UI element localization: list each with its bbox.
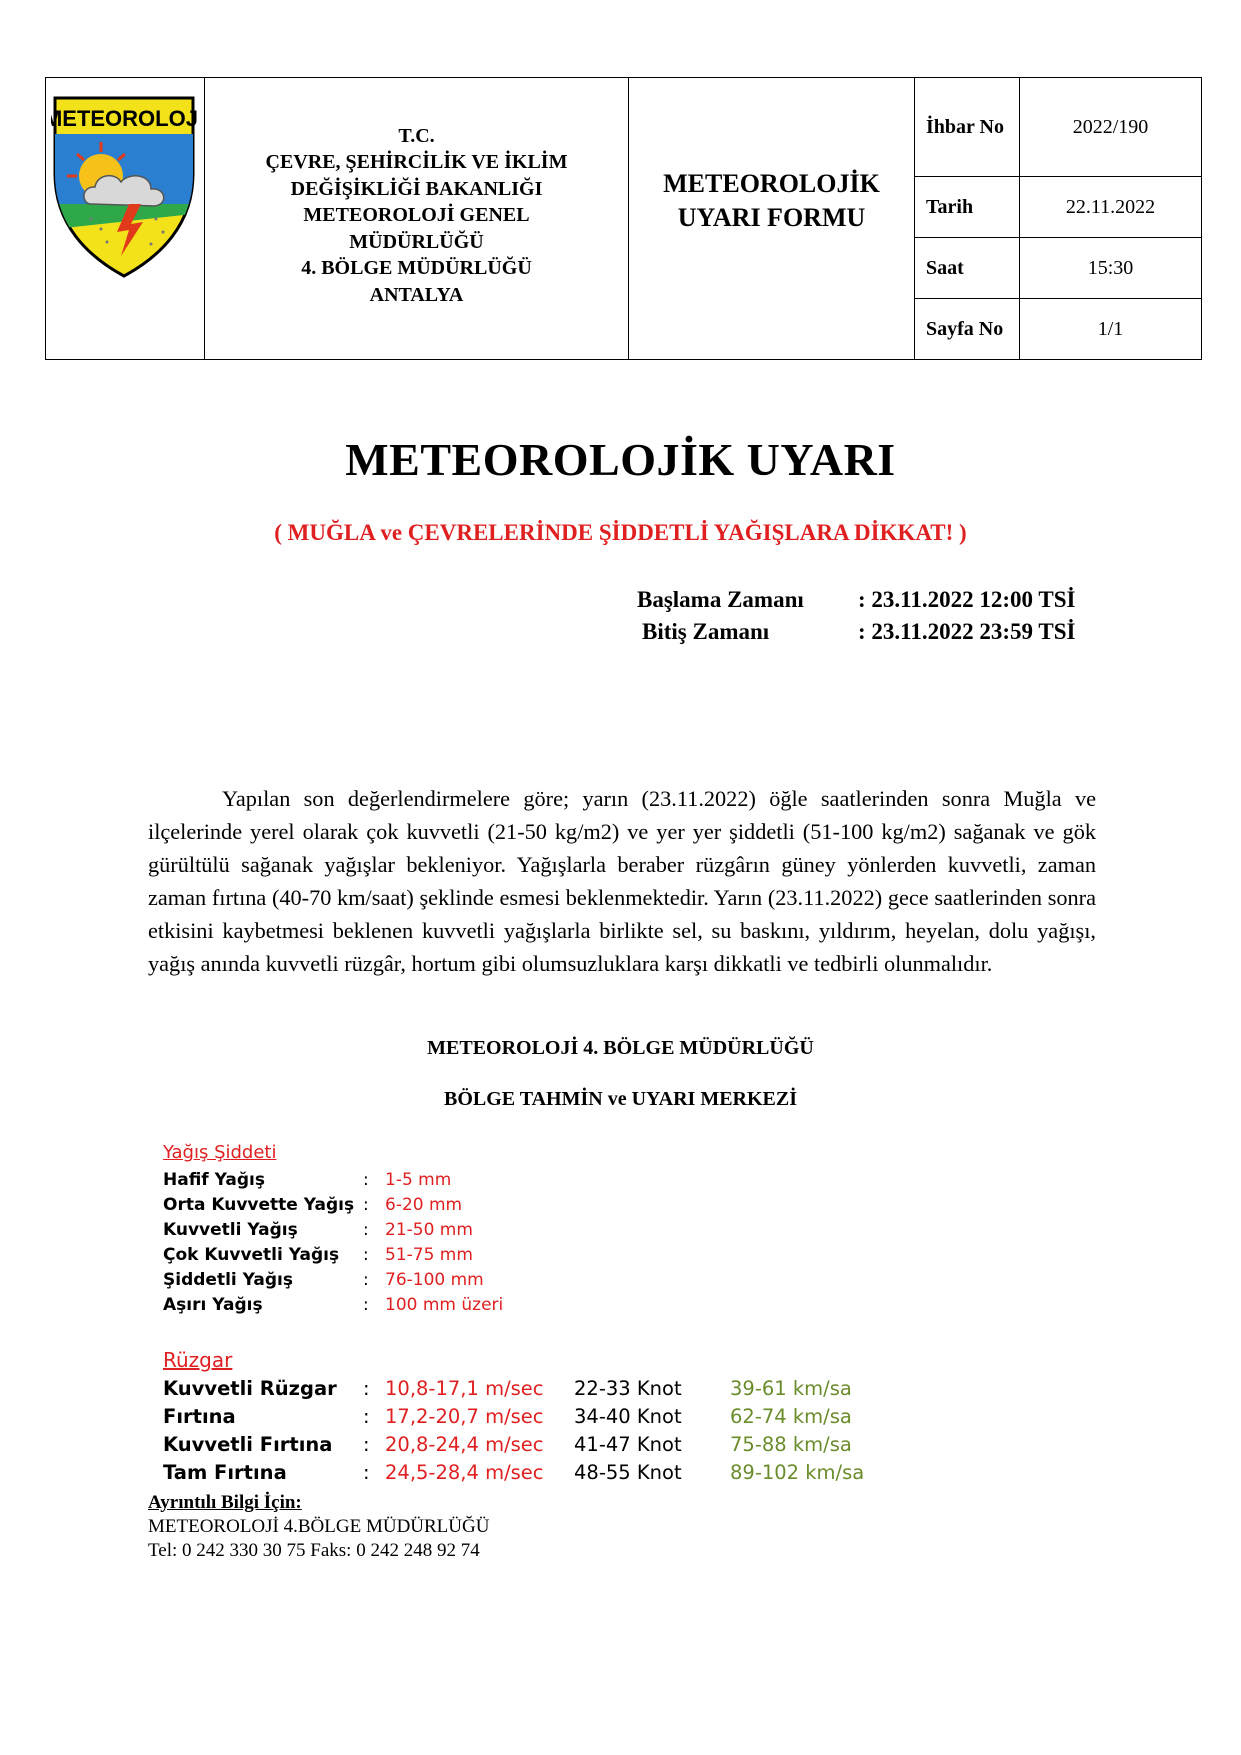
meta-label: Saat (915, 238, 1020, 298)
wind-speed-knot: 48-55 Knot (574, 1461, 682, 1484)
wind-speed-kmh: 89-102 km/sa (730, 1461, 865, 1484)
separator-colon: : (363, 1245, 369, 1265)
issuer-center: BÖLGE TAHMİN ve UYARI MERKEZİ (443, 1088, 797, 1110)
meta-value: 1/1 (1097, 317, 1124, 340)
form-title-line: UYARI FORMU (677, 202, 866, 232)
rain-amount: 100 mm üzeri (385, 1295, 504, 1315)
separator-colon: : (363, 1405, 370, 1428)
rain-amount: 51-75 mm (385, 1245, 473, 1265)
end-time-label: Bitiş Zamanı (642, 619, 770, 644)
wind-speed-ms: 20,8-24,4 m/sec (385, 1433, 544, 1456)
start-time-label: Başlama Zamanı (637, 587, 804, 612)
meta-value: 15:30 (1087, 256, 1134, 279)
wind-legend-title: Rüzgar (163, 1348, 233, 1372)
wind-speed-ms: 17,2-20,7 m/sec (385, 1405, 544, 1428)
form-header-table (45, 77, 1202, 360)
end-time-value: : 23.11.2022 23:59 TSİ (858, 619, 1076, 644)
meta-row-tarih (915, 177, 1201, 238)
rain-amount: 21-50 mm (385, 1220, 473, 1240)
form-title-line: METEOROLOJİK (663, 168, 880, 198)
separator-colon: : (363, 1377, 370, 1400)
contact-office: METEOROLOJİ 4.BÖLGE MÜDÜRLÜĞÜ (148, 1516, 490, 1537)
wind-category: Tam Fırtına (163, 1461, 287, 1484)
warning-body-text: Yapılan son değerlendirmelere göre; yarın (23.11.2022) öğle saatlerinden sonra Muğla ve ilçelerinde yerel olarak çok kuvvetli (21-50 kg/m2) ve yer yer şiddetli (51-100 kg/m2) sağanak ve gök gürültülü sağanak yağışlar bekleniyor. Yağışlarla beraber rüzgârın güney yönlerden kuvvetli, zaman zaman fırtına (40-70 km/saat) şeklinde esmesi beklenmektedir. Yarın (23.11.2022) gece saatlerinden sonra etkisini kaybetmesi beklenen kuvvetli yağışlarla birlikte sel, su baskını, yıldırım, heyelan, dolu yağışı, yağış anında kuvvetli rüzgâr, hortum gibi olumsuzluklara karşı dikkatli ve tedbirli olunmalıdır. (148, 786, 1096, 976)
ministry-line: ÇEVRE, ŞEHİRCİLİK VE İKLİM (265, 151, 568, 174)
rain-amount: 6-20 mm (385, 1195, 463, 1215)
meta-label: Tarih (915, 177, 1020, 237)
issuer-office: METEOROLOJİ 4. BÖLGE MÜDÜRLÜĞÜ (427, 1037, 814, 1059)
meta-label: Sayfa No (915, 299, 1020, 359)
meta-row-saat (915, 238, 1201, 299)
wind-speed-knot: 22-33 Knot (574, 1377, 682, 1400)
ministry-line: METEOROLOJİ GENEL (303, 204, 530, 227)
wind-speed-kmh: 39-61 km/sa (730, 1377, 852, 1400)
separator-colon: : (363, 1461, 370, 1484)
start-time-value: : 23.11.2022 12:00 TSİ (858, 587, 1076, 612)
rain-category: Kuvvetli Yağış (163, 1220, 298, 1240)
wind-category: Kuvvetli Rüzgar (163, 1377, 337, 1400)
wind-speed-ms: 10,8-17,1 m/sec (385, 1377, 544, 1400)
separator-colon: : (363, 1220, 369, 1240)
wind-category: Fırtına (163, 1405, 236, 1428)
separator-colon: : (363, 1170, 369, 1190)
document-title: METEOROLOJİK UYARI (345, 434, 896, 485)
rain-amount: 76-100 mm (385, 1270, 484, 1290)
rain-category: Aşırı Yağış (163, 1295, 263, 1315)
ministry-cell (205, 78, 629, 359)
ministry-line: ANTALYA (369, 283, 464, 306)
meta-cell (915, 78, 1201, 359)
meteoroloji-logo-icon (51, 94, 197, 280)
wind-speed-kmh: 75-88 km/sa (730, 1433, 852, 1456)
ministry-name (266, 123, 568, 309)
form-title (663, 167, 880, 235)
wind-speed-ms: 24,5-28,4 m/sec (385, 1461, 544, 1484)
meta-label: İhbar No (915, 78, 1020, 176)
ministry-line: MÜDÜRLÜĞÜ (349, 230, 484, 253)
meta-value: 22.11.2022 (1065, 195, 1156, 218)
rain-category: Hafif Yağış (163, 1170, 265, 1190)
rain-category: Çok Kuvvetli Yağış (163, 1245, 340, 1265)
rain-legend-title: Yağış Şiddeti (163, 1142, 277, 1163)
warning-subtitle: ( MUĞLA ve ÇEVRELERİNDE ŞİDDETLİ YAĞIŞLARA DİKKAT! ) (274, 520, 967, 545)
rain-category: Şiddetli Yağış (163, 1270, 293, 1290)
ministry-line: DEĞİŞİKLİĞİ BAKANLIĞI (290, 177, 543, 200)
rain-category: Orta Kuvvette Yağış (163, 1195, 355, 1215)
separator-colon: : (363, 1295, 369, 1315)
wind-speed-kmh: 62-74 km/sa (730, 1405, 852, 1428)
wind-speed-knot: 34-40 Knot (574, 1405, 682, 1428)
contact-phone-fax: Tel: 0 242 330 30 75 Faks: 0 242 248 92 74 (148, 1540, 480, 1561)
logo-text: METEOROLOJİ (51, 106, 197, 131)
ministry-line: T.C. (398, 124, 435, 147)
meta-row-ihbar-no (915, 78, 1201, 177)
contact-heading: Ayrıntılı Bilgi İçin: (148, 1492, 302, 1513)
ministry-line: 4. BÖLGE MÜDÜRLÜĞÜ (301, 257, 532, 280)
meta-value: 2022/190 (1072, 115, 1149, 138)
rain-amount: 1-5 mm (385, 1170, 452, 1190)
separator-colon: : (363, 1270, 369, 1290)
logo-cell (46, 78, 205, 359)
form-title-cell (629, 78, 915, 359)
meta-row-sayfa-no (915, 299, 1201, 359)
separator-colon: : (363, 1195, 369, 1215)
wind-speed-knot: 41-47 Knot (574, 1433, 682, 1456)
wind-category: Kuvvetli Fırtına (163, 1433, 333, 1456)
separator-colon: : (363, 1433, 370, 1456)
